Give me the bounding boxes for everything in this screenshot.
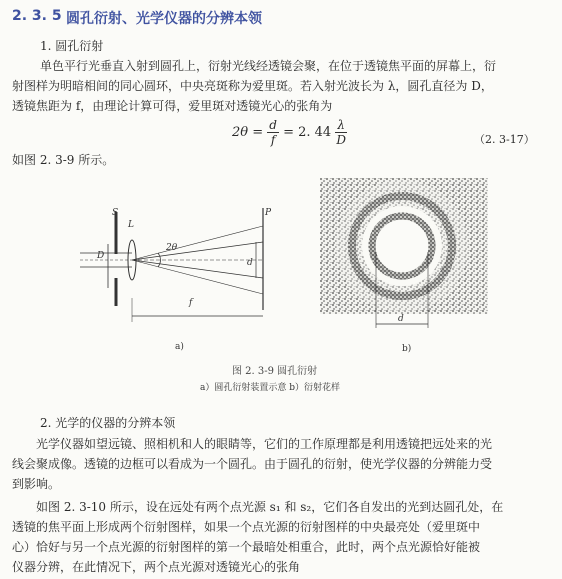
diagram-diffraction-pattern [320, 178, 488, 330]
subfigure-a-label: a) [175, 342, 184, 352]
equation-lhs: 2θ = [232, 125, 264, 140]
equation-fraction-2 [335, 118, 347, 147]
figure-caption: 图 2. 3-9 圆孔衍射 [232, 366, 318, 377]
equation-fraction-1 [267, 118, 279, 147]
subsection-title-2: 2. 光学的仪器的分辨本领 [40, 416, 176, 430]
para2-line2: 线会聚成像。透镜的边框可以看成为一个圆孔。由于圆孔的衍射，使光学仪器的分辨能力受 [12, 457, 493, 471]
fraction-2-denominator: D [336, 133, 346, 147]
para1-line3: 透镜焦距为 f，由理论计算可得，爱里斑对透镜光心的张角为 [12, 99, 333, 113]
para1-line2: 射图样为明暗相间的同心圆环，中央亮斑称为爱里斑。若入射光波长为 λ，圆孔直径为 D， [12, 79, 493, 93]
para3-line3: 心）恰好与另一个点光源的衍射图样的第一个最暗处相重合，此时，两个点光源恰好能被 [12, 540, 481, 554]
equation-middle: = 2. 44 [283, 125, 332, 140]
para1-line1: 单色平行光垂直入射到圆孔上，衍射光线经透镜会聚，在位于透镜焦平面的屏幕上，衍 [40, 59, 497, 73]
para2-line1: 光学仪器如望远镜、照相机和人的眼睛等，它们的工作原理都是利用透镜把远处来的光 [36, 437, 493, 451]
figure-reference: 如图 2. 3-9 所示。 [12, 153, 115, 167]
airy-disk [376, 220, 428, 272]
fraction-1-denominator: f [270, 133, 276, 147]
fraction-1-numerator: d [269, 118, 277, 132]
section-title: 圆孔衍射、光学仪器的分辨本领 [66, 11, 262, 27]
label-S: S [112, 208, 119, 218]
label-L: L [128, 220, 134, 230]
equation [232, 118, 347, 147]
label-f: f [189, 298, 193, 308]
figure-subcaption: a）圆孔衍射装置示意 b）衍射花样 [200, 383, 340, 393]
equation-number: （2. 3-17） [474, 133, 535, 146]
fraction-2-numerator: λ [337, 118, 345, 132]
subfigure-b-label: b) [402, 344, 412, 354]
label-d-right: d [398, 314, 404, 324]
para3-line1: 如图 2. 3-10 所示，设在远处有两个点光源 s₁ 和 s₂，它们各自发出的光到达圆孔处，在 [36, 500, 504, 514]
para3-line4: 仪器分辨，在此情况下，两个点光源对透镜光心的张角 [12, 560, 301, 574]
label-P: P [265, 208, 272, 218]
subsection-title-1: 1. 圆孔衍射 [40, 39, 104, 53]
para2-line3: 到影响。 [12, 477, 61, 491]
label-D: D [97, 251, 105, 261]
para3-line2: 透镜的焦平面上形成两个衍射图样，如果一个点光源的衍射图样的中央最亮处（爱里斑中 [12, 520, 481, 534]
section-number: 2. 3. 5 [12, 8, 62, 24]
label-d-left: d [247, 258, 253, 268]
diagram-aperture-setup [80, 198, 310, 338]
label-angle: 2θ [166, 243, 178, 253]
